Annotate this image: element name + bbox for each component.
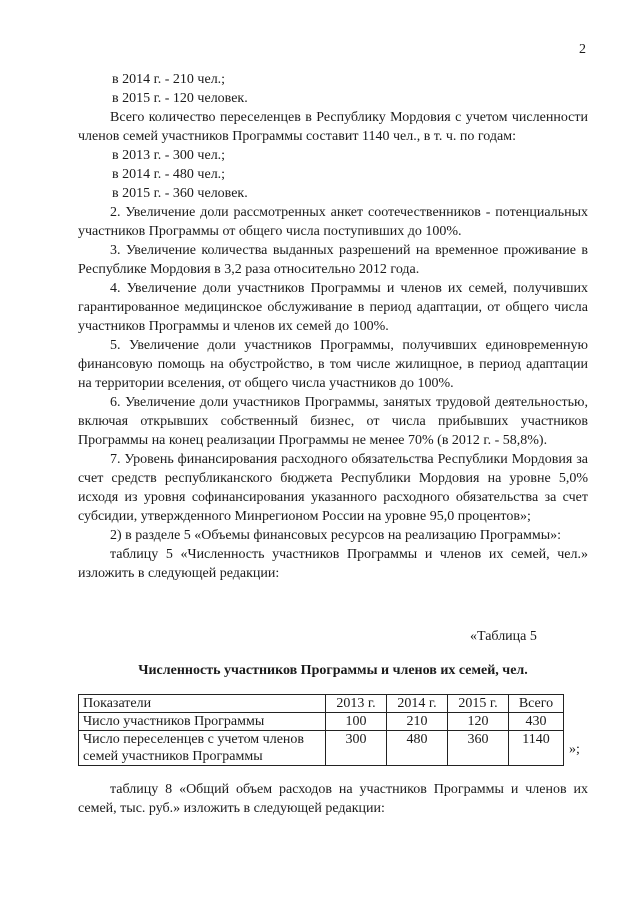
year-2015-migrants: в 2015 г. - 360 человек.	[112, 186, 248, 201]
header-total: Всего	[509, 695, 564, 713]
document-body	[78, 70, 588, 583]
cell-2014: 210	[387, 713, 448, 731]
paragraph-item-6: 6. Увеличение доли участников Программы, занятых трудовой деятельностью, включая открывших собственный бизнес, от числа прибывших участников Программы на конец реализации Программы не менее 70% (в 2012 г. - 58,8%).	[78, 395, 588, 448]
table-title: Численность участников Программы и членов их семей, чел.	[138, 663, 528, 678]
page-number: 2	[579, 42, 586, 57]
paragraph-item-2: 2. Увеличение доли рассмотренных анкет соотечественников - потенциальных участников Программы от общего числа поступивших до 100%.	[78, 205, 588, 239]
after-table-text	[78, 780, 588, 818]
cell-total: 430	[509, 713, 564, 731]
cell-2015: 120	[448, 713, 509, 731]
cell-2014: 480	[387, 731, 448, 766]
header-2013: 2013 г.	[326, 695, 387, 713]
year-2015-participants: в 2015 г. - 120 человек.	[112, 91, 248, 106]
row-label: Число участников Программы	[79, 713, 326, 731]
table-header-row	[79, 695, 564, 713]
header-2014: 2014 г.	[387, 695, 448, 713]
year-2014-migrants: в 2014 г. - 480 чел.;	[112, 167, 226, 182]
year-2014-participants: в 2014 г. - 210 чел.;	[112, 72, 226, 87]
paragraph-item-5: 5. Увеличение доли участников Программы, получивших единовременную финансовую помощь на обустройство, в том числе жилищное, в период адаптации на территории вселения, от общего числа участников до 100%.	[78, 338, 588, 391]
paragraph-total-migrants: Всего количество переселенцев в Республику Мордовия с учетом численности членов семей участников Программы составит 1140 чел., в т. ч. по годам:	[78, 110, 588, 144]
table-row	[79, 713, 564, 731]
paragraph-table-8-intro: таблицу 8 «Общий объем расходов на участников Программы и членов их семей, тыс. руб.» изложить в следующей редакции:	[78, 782, 588, 816]
year-2013-migrants: в 2013 г. - 300 чел.;	[112, 148, 226, 163]
paragraph-table-5-intro: таблицу 5 «Численность участников Программы и членов их семей, чел.» изложить в следующей редакции:	[78, 547, 588, 581]
table-label: «Таблица 5	[470, 629, 537, 644]
paragraph-item-7: 7. Уровень финансирования расходного обязательства Республики Мордовия за счет средств республиканского бюджета Республики Мордовия на уровне 5,0% исходя из уровня софинансирования указанного расходного обязательства за счет субсидии, утвержденного Минрегионом России на уровне 95,0 процентов»;	[78, 452, 588, 524]
cell-total: 1140	[509, 731, 564, 766]
header-2015: 2015 г.	[448, 695, 509, 713]
cell-2013: 300	[326, 731, 387, 766]
cell-2015: 360	[448, 731, 509, 766]
paragraph-item-3: 3. Увеличение количества выданных разрешений на временное проживание в Республике Мордовия в 3,2 раза относительно 2012 года.	[78, 243, 588, 277]
participants-table	[78, 694, 564, 766]
cell-2013: 100	[326, 713, 387, 731]
table-close-quote: »;	[569, 742, 580, 757]
paragraph-item-4: 4. Увеличение доли участников Программы и членов их семей, получивших гарантированное медицинское обслуживание в период адаптации, от общего числа участников Программы и членов их семей до 100%.	[78, 281, 588, 334]
row-label: Число переселенцев с учетом членов семей участников Программы	[79, 731, 326, 766]
paragraph-section-5: 2) в разделе 5 «Объемы финансовых ресурсов на реализацию Программы»:	[110, 528, 561, 543]
header-indicator: Показатели	[79, 695, 326, 713]
table-row	[79, 731, 564, 766]
